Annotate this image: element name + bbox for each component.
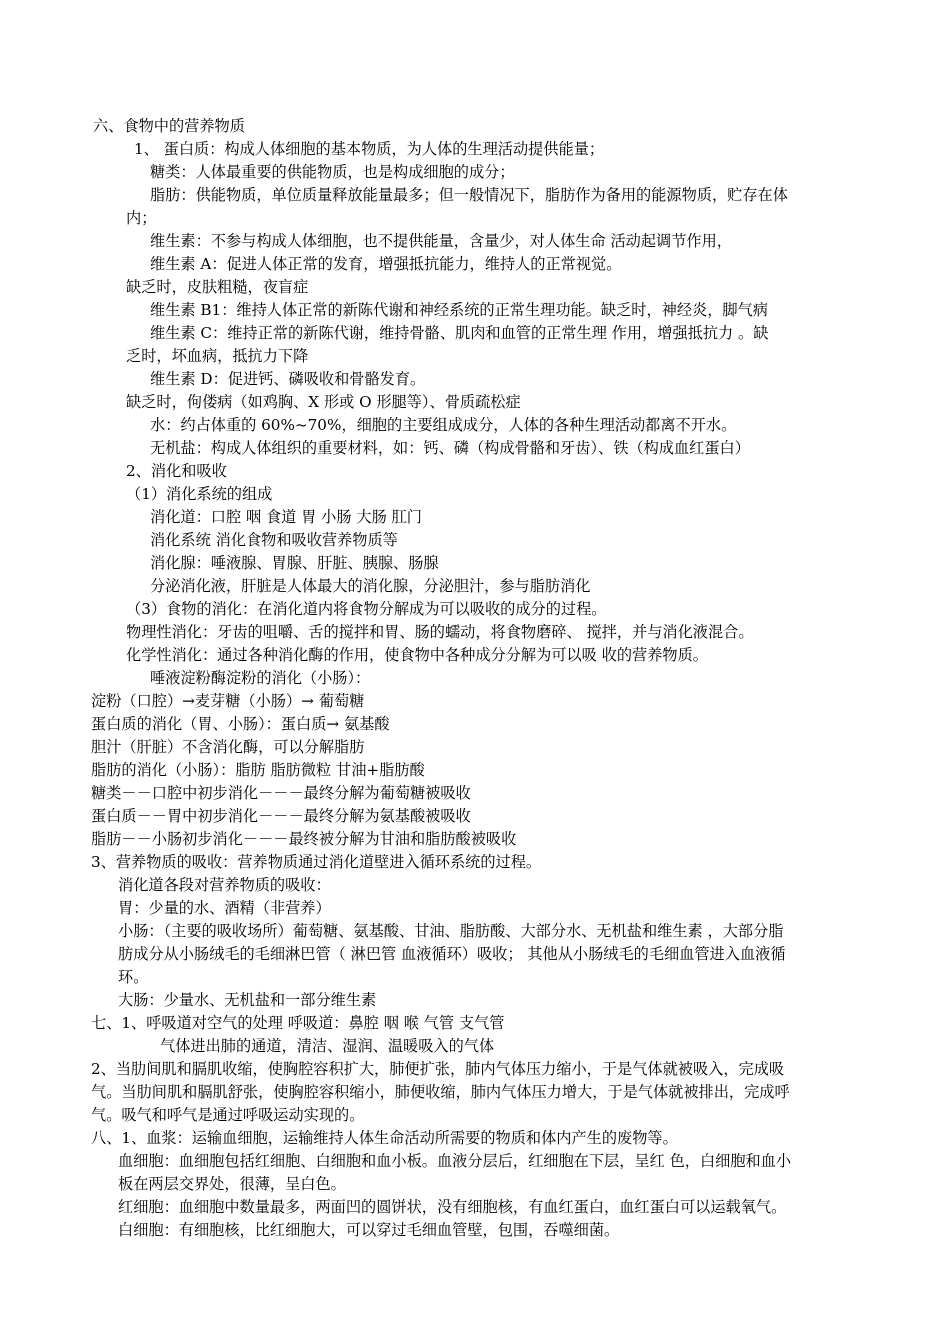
blood-cells-line-2: 板在两层交界处，很薄，呈白色。 <box>118 1175 346 1193</box>
digestive-tract-line: 消化道：口腔 咽 食道 胃 小肠 大肠 肛门 <box>150 508 422 526</box>
sugar-line: 糖类：人体最重要的供能物质，也是构成细胞的成分； <box>150 163 515 181</box>
vitamin-b1-line: 维生素 B1：维持人体正常的新陈代谢和神经系统的正常生理功能。缺乏时，神经炎，脚气病 <box>150 301 768 319</box>
vitamin-line: 维生素：不参与构成人体细胞，也不提供能量，含量少，对人体生命 活动起调节作用， <box>150 232 732 250</box>
food-digestion-line: （3）食物的消化：在消化道内将食物分解成为可以吸收的成分的过程。 <box>126 600 607 618</box>
protein-digestion-line: 蛋白质的消化（胃、小肠）：蛋白质→ 氨基酸 <box>91 715 390 733</box>
bile-line: 胆汁（肝脏）不含消化酶，可以分解脂肪 <box>91 738 365 756</box>
vitamin-d-deficiency: 缺乏时，佝偻病（如鸡胸、X 形或 O 形腿等）、骨质疏松症 <box>126 393 521 411</box>
protein-line: 1、 蛋白质：构成人体细胞的基本物质，为人体的生理活动提供能量； <box>134 140 605 158</box>
digestive-glands-line: 消化腺：唾液腺、胃腺、肝脏、胰腺、肠腺 <box>150 554 439 572</box>
small-intestine-line-2: 肪成分从小肠绒毛的毛细淋巴管（ 淋巴管 血液循环）吸收； 其他从小肠绒毛的毛细血管进入血液循 <box>118 945 786 963</box>
large-intestine-line: 大肠：少量水、无机盐和一部分维生素 <box>118 991 377 1009</box>
digestive-system-heading: （1）消化系统的组成 <box>126 485 273 503</box>
small-intestine-line: 小肠：（主要的吸收场所）葡萄糖、氨基酸、甘油、脂肪酸、大部分水、无机盐和维生素 ，大部分脂 <box>118 922 784 940</box>
breathing-line-2: 气。当肋间肌和膈肌舒张，使胸腔容积缩小，肺便收缩，肺内气体压力增大，于是气体就被排出，完成呼 <box>91 1083 790 1101</box>
section-6-heading: 六、食物中的营养物质 <box>93 117 245 135</box>
stomach-absorption-line: 胃：少量的水、酒精（非营养） <box>118 899 331 917</box>
vitamin-a-line: 维生素 A：促进人体正常的发育，增强抵抗能力，维持人的正常视觉。 <box>150 255 622 273</box>
section-8-heading: 八、1、血浆：运输血细胞，运输维持人体生命活动所需要的物质和体内产生的废物等。 <box>91 1129 678 1147</box>
white-cells-line: 白细胞：有细胞核，比红细胞大，可以穿过毛细血管壁，包围，吞噬细菌。 <box>118 1221 620 1239</box>
starch-line: 淀粉（口腔）→麦芽糖（小肠）→ 葡萄糖 <box>91 692 365 710</box>
airway-line: 气体进出肺的通道，清洁、湿润、温暖吸入的气体 <box>160 1037 495 1055</box>
section-7-heading: 七、1、呼吸道对空气的处理 呼吸道：鼻腔 咽 喉 气管 支气管 <box>91 1014 505 1032</box>
vitamin-c-line-cont: 乏时，坏血病，抵抗力下降 <box>126 347 309 365</box>
sugar-digestion-line: 糖类－－口腔中初步消化－－－最终分解为葡萄糖被吸收 <box>91 784 471 802</box>
fat-summary-line: 脂肪－－小肠初步消化－－－最终被分解为甘油和脂肪酸被吸收 <box>91 830 517 848</box>
chemical-digestion-line: 化学性消化：通过各种消化酶的作用，使食物中各种成分分解为可以吸 收的营养物质。 <box>126 646 708 664</box>
red-cells-line: 红细胞：血细胞中数量最多，两面凹的圆饼状，没有细胞核，有血红蛋白，血红蛋白可以运载氧气。 <box>118 1198 787 1216</box>
protein-summary-line: 蛋白质－－胃中初步消化－－－最终分解为氨基酸被吸收 <box>91 807 471 825</box>
digestion-heading: 2、消化和吸收 <box>126 462 227 480</box>
physical-digestion-line: 物理性消化：牙齿的咀嚼、舌的搅拌和胃、肠的蠕动，将食物磨碎、 搅拌，并与消化液混合。 <box>126 623 754 641</box>
liver-line: 分泌消化液，肝脏是人体最大的消化腺，分泌胆汁，参与脂肪消化 <box>150 577 591 595</box>
blood-cells-line: 血细胞：血细胞包括红细胞、白细胞和血小板。血液分层后，红细胞在下层，呈红 色，白细胞和血小 <box>118 1152 792 1170</box>
small-intestine-line-3: 环。 <box>118 968 149 986</box>
mineral-line: 无机盐：构成人体组织的重要材料，如：钙、磷（构成骨骼和牙齿）、铁（构成血红蛋白） <box>150 439 750 457</box>
vitamin-c-line: 维生素 C：维持正常的新陈代谢，维持骨骼、肌肉和血管的正常生理 作用，增强抵抗力 。缺 <box>150 324 769 342</box>
water-line: 水：约占体重的 60%~70%，细胞的主要组成成分，人体的各种生理活动都离不开水。 <box>150 416 737 434</box>
tract-absorption-line: 消化道各段对营养物质的吸收： <box>118 876 331 894</box>
breathing-line-1: 2、当肋间肌和膈肌收缩，使胸腔容积扩大，肺便扩张，肺内气体压力缩小，于是气体就被吸入，完成吸 <box>91 1060 785 1078</box>
breathing-line-3: 气。吸气和呼气是通过呼吸运动实现的。 <box>91 1106 365 1124</box>
absorption-heading: 3、营养物质的吸收：营养物质通过消化道壁进入循环系统的过程。 <box>91 853 542 871</box>
fat-line: 脂肪：供能物质，单位质量释放能量最多；但一般情况下，脂肪作为备用的能源物质，贮存在体 <box>150 186 788 204</box>
vitamin-a-deficiency: 缺乏时，皮肤粗糙，夜盲症 <box>126 278 309 296</box>
fat-line-cont: 内； <box>126 209 157 227</box>
vitamin-d-line: 维生素 D：促进钙、磷吸收和骨骼发育。 <box>150 370 426 388</box>
fat-digestion-line: 脂肪的消化（小肠）：脂肪 脂肪微粒 甘油+脂肪酸 <box>91 761 425 779</box>
digestive-system-line: 消化系统 消化食物和吸收营养物质等 <box>150 531 398 549</box>
amylase-line: 唾液淀粉酶淀粉的消化（小肠）： <box>150 669 371 687</box>
